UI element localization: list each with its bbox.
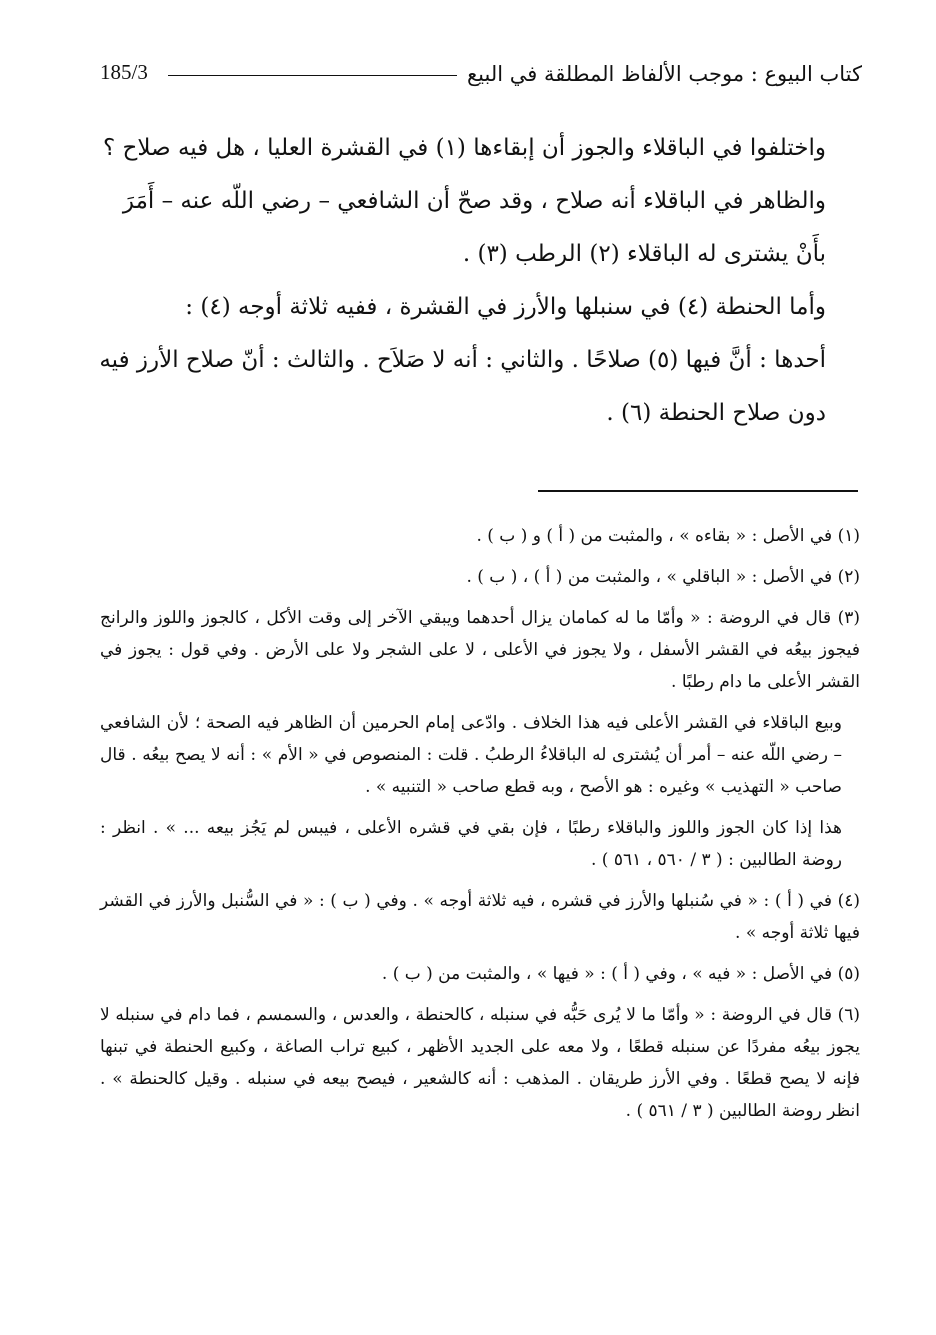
footnote: (٥) في الأصل : « فيه » ، وفي ( أ ) : « فيها » ، والمثبت من ( ب ) . bbox=[381, 964, 860, 984]
footnote: (٤) في ( أ ) : « في سُنبلها والأرز في قشره ، فيه ثلاثة أوجه » . وفي ( ب ) : « في السُّنبل والأرز في القشر فيها ثلاثة أوجه » . bbox=[100, 891, 860, 943]
main-text bbox=[96, 122, 858, 440]
page-number: 185/3 bbox=[100, 60, 148, 84]
footnote: (١) في الأصل : « بقاءه » ، والمثبت من ( أ ) و ( ب ) . bbox=[476, 526, 860, 546]
footnote: (٦) قال في الروضة : « وأمّا ما لا يُرى حَبُّه في سنبله ، كالحنطة ، والعدس ، والسمسم ، فما دام في سنبله لا يجوز بيعُه مفردًا عن سنبله قطعًا ، ولا معه على الجديد الأظهر ، كبيع تراب الصاغة ، وكبيع الحنطة في تبنها فإنه لا يصح قطعًا . وفي الأرز طريقان . المذهب : أنه كالشعير ، فيصح بيعه في سنبله . وقيل كالحنطة » . انظر روضة الطالبين ( ٣ / ٥٦١ ) . bbox=[100, 1005, 860, 1121]
paragraph: والظاهر في الباقلاء أنه صلاح ، وقد صحّ أن الشافعي – رضي اللّه عنه – أَمَرَ بأَنْ يشترى له الباقلاء (٢) الرطب (٣) . bbox=[122, 188, 826, 267]
footnote-divider bbox=[538, 490, 858, 492]
footnotes bbox=[100, 520, 860, 1136]
footnote-continuation: وبيع الباقلاء في القشر الأعلى فيه هذا الخلاف . وادّعى إمام الحرمين أن الظاهر فيه الصحة ؛ لأن الشافعي – رضي اللّه عنه – أمر أن يُشترى له الباقلاءُ الرطبُ . قلت : المنصوص في « الأم » : أنه لا يصح بيعُه . قال صاحب « التهذيب » وغيره : هو الأصح ، وبه قطع صاحب « التنبيه » . bbox=[100, 713, 842, 797]
paragraph: وأما الحنطة (٤) في سنبلها والأرز في القشرة ، ففيه ثلاثة أوجه (٤) : bbox=[185, 294, 826, 320]
footnote-continuation: هذا إذا كان الجوز واللوز والباقلاء رطبًا ، فإن بقي في قشره الأعلى ، فيبس لم يَجُز بيعه ... » . انظر : روضة الطالبين : ( ٣ / ٥٦٠ ، ٥٦١ ) . bbox=[100, 818, 842, 870]
page-header bbox=[100, 58, 862, 98]
running-title: كتاب البيوع : موجب الألفاظ المطلقة في البيع bbox=[466, 62, 862, 86]
footnote: (٢) في الأصل : « الباقلي » ، والمثبت من ( أ ) ، ( ب ) . bbox=[466, 567, 860, 587]
paragraph: واختلفوا في الباقلاء والجوز أن إبقاءها (١) في القشرة العليا ، هل فيه صلاح ؟ bbox=[103, 135, 826, 161]
paragraph: أحدها : أنَّ فيها (٥) صلاحًا . والثاني : أنه لا صَلاَح . والثالث : أنّ صلاح الأرز فيه دون صلاح الحنطة (٦) . bbox=[99, 347, 826, 426]
header-rule bbox=[168, 75, 457, 76]
footnote: (٣) قال في الروضة : « وأمّا ما له كمامان يزال أحدهما ويبقي الآخر إلى وقت الأكل ، كالجوز واللوز والرانج فيجوز بيعُه في القشر الأسفل ، ولا يجوز في الأعلى ، لا على الشجر ولا على الأرض . وفي قول : يجوز في القشر الأعلى ما دام رطبًا . bbox=[100, 608, 860, 692]
